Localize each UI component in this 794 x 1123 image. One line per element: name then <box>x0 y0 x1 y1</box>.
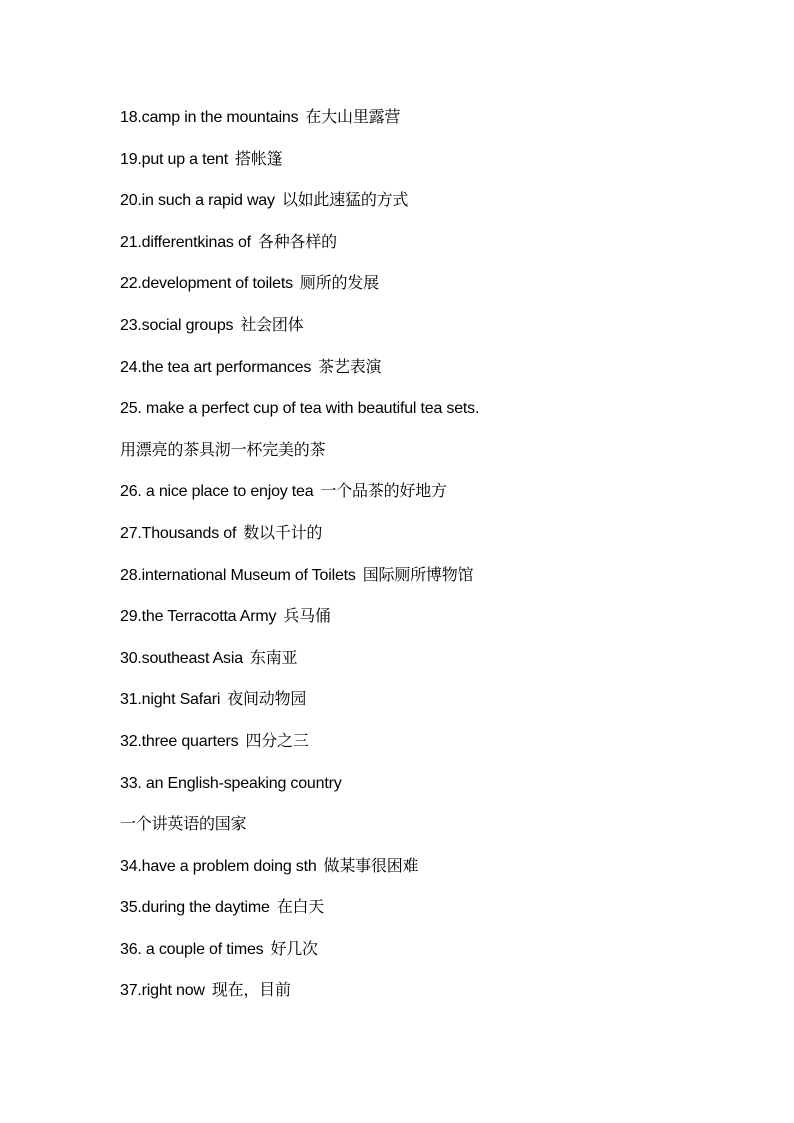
english-phrase: 21.differentkinas of <box>120 233 251 251</box>
phrase-line <box>120 312 740 354</box>
phrase-line <box>120 354 740 396</box>
chinese-translation: 在大山里露营 <box>305 109 401 126</box>
chinese-translation: 以如此速猛的方式 <box>281 192 409 210</box>
chinese-translation: 兵马俑 <box>283 608 331 626</box>
chinese-translation: 一个品茶的好地方 <box>320 483 447 501</box>
chinese-translation: 做某事很困难 <box>323 857 419 875</box>
english-phrase: 18.camp in the mountains <box>120 109 299 126</box>
phrase-line <box>120 936 740 978</box>
chinese-translation: 现在，目前 <box>211 982 291 1000</box>
english-phrase: 35.during the daytime <box>120 899 270 917</box>
english-phrase: 32.three quarters <box>120 732 239 750</box>
chinese-translation: 在白天 <box>276 899 325 917</box>
chinese-translation: 厕所的发展 <box>299 275 379 293</box>
english-phrase: 29.the Terracotta Army <box>120 608 277 626</box>
english-phrase: 20.in such a rapid way <box>120 192 275 210</box>
chinese-translation: 一个讲英语的国家 <box>120 816 247 834</box>
chinese-translation: 各种各样的 <box>257 233 337 251</box>
phrase-line <box>120 187 740 229</box>
english-phrase: 23.social groups <box>120 316 234 334</box>
phrase-line <box>120 977 740 1019</box>
chinese-translation: 搭帐篷 <box>235 150 283 168</box>
phrase-line <box>120 146 740 188</box>
phrase-line <box>120 229 740 271</box>
chinese-translation: 数以千计的 <box>243 524 323 542</box>
english-phrase: 31.night Safari <box>120 691 221 709</box>
phrase-line <box>120 562 740 604</box>
english-phrase: 36. a couple of times <box>120 940 264 958</box>
phrase-line <box>120 645 740 687</box>
english-phrase: 33. an English-speaking country <box>120 774 342 792</box>
chinese-translation: 夜间动物园 <box>227 691 307 709</box>
english-phrase: 22.development of toilets <box>120 275 293 293</box>
english-phrase: 25. make a perfect cup of tea with beautiful tea sets. <box>120 400 480 418</box>
phrase-line <box>120 894 740 936</box>
phrase-line <box>120 395 740 437</box>
phrase-line <box>120 770 740 812</box>
chinese-translation: 茶艺表演 <box>318 358 382 376</box>
english-phrase: 34.have a problem doing sth <box>120 857 317 875</box>
chinese-translation: 社会团体 <box>240 316 304 334</box>
chinese-translation: 东南亚 <box>249 649 298 667</box>
english-phrase: 28.international Museum of Toilets <box>120 566 356 584</box>
phrase-line <box>120 853 740 895</box>
phrase-line <box>120 520 740 562</box>
english-phrase: 37.right now <box>120 982 205 1000</box>
phrase-list <box>120 104 740 1019</box>
phrase-line <box>120 478 740 520</box>
english-phrase: 24.the tea art performances <box>120 358 312 376</box>
chinese-translation: 国际厕所博物馆 <box>362 566 474 584</box>
english-phrase: 30.southeast Asia <box>120 649 243 667</box>
chinese-translation: 四分之三 <box>245 732 309 750</box>
chinese-translation: 好几次 <box>270 940 318 958</box>
phrase-line <box>120 686 740 728</box>
phrase-line <box>120 603 740 645</box>
english-phrase: 19.put up a tent <box>120 150 229 168</box>
phrase-line <box>120 437 740 479</box>
english-phrase: 27.Thousands of <box>120 524 237 542</box>
phrase-line <box>120 811 740 853</box>
phrase-line <box>120 728 740 770</box>
phrase-line <box>120 104 740 146</box>
phrase-line <box>120 270 740 312</box>
english-phrase: 26. a nice place to enjoy tea <box>120 483 314 501</box>
chinese-translation: 用漂亮的茶具沏一杯完美的茶 <box>120 441 326 459</box>
